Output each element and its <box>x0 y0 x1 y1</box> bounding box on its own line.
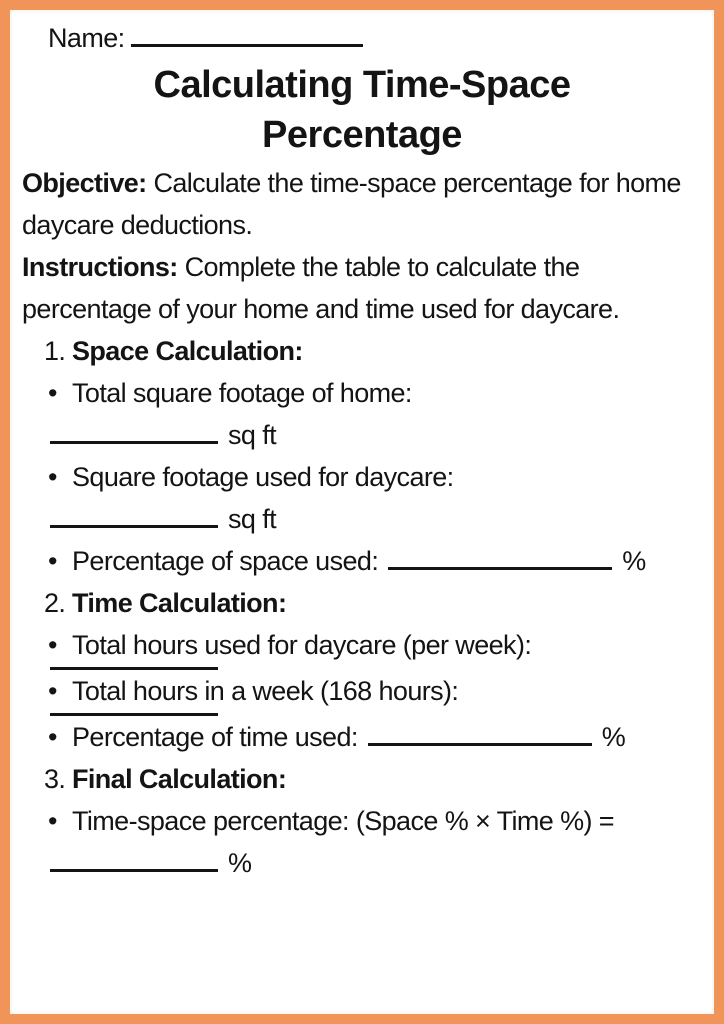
time-space-percentage-blank[interactable] <box>50 868 218 872</box>
section-number: 2. <box>44 588 66 618</box>
bullet-icon: • <box>48 546 57 576</box>
list-item <box>22 372 702 414</box>
bullet-icon: • <box>48 630 57 660</box>
list-item-label: Total hours in a week (168 hours): <box>72 676 459 706</box>
instructions-text: Complete the table to calculate the percentage of your home and time used for daycare. <box>22 252 620 324</box>
section-heading-final-calculation <box>22 758 702 800</box>
instructions-label: Instructions: <box>22 252 178 282</box>
section-heading-space-calculation <box>22 330 702 372</box>
list-item <box>22 624 702 666</box>
list-item-label: Time-space percentage: (Space % × Time %) = <box>72 806 614 836</box>
fill-in-row <box>22 414 702 456</box>
bullet-icon: • <box>48 462 57 492</box>
name-label: Name: <box>48 23 125 53</box>
section-title: Final Calculation: <box>72 764 287 794</box>
list-item <box>22 800 702 842</box>
name-row <box>22 16 702 60</box>
bullet-icon: • <box>48 806 57 836</box>
list-item-label: Square footage used for daycare: <box>72 462 454 492</box>
name-input-blank[interactable] <box>131 43 363 47</box>
unit-label: % <box>228 848 252 878</box>
section-number: 1. <box>44 336 66 366</box>
objective-label: Objective: <box>22 168 147 198</box>
instructions-paragraph <box>22 246 702 330</box>
unit-label: % <box>601 722 626 752</box>
unit-label: sq ft <box>228 504 277 534</box>
total-sqft-home-blank[interactable] <box>50 440 218 444</box>
worksheet-content <box>22 16 702 884</box>
section-number: 3. <box>44 764 66 794</box>
list-item <box>22 716 702 758</box>
bullet-icon: • <box>48 676 57 706</box>
fill-in-row <box>22 842 702 884</box>
section-title: Space Calculation: <box>72 336 303 366</box>
list-item <box>22 540 702 582</box>
list-item <box>22 670 702 712</box>
time-percentage-blank[interactable] <box>368 742 592 746</box>
list-item-label: Total hours used for daycare (per week): <box>72 630 532 660</box>
unit-label: % <box>622 546 646 576</box>
page-title: Calculating Time-Space Percentage <box>153 64 571 156</box>
bullet-icon: • <box>48 722 57 752</box>
bullet-icon: • <box>48 378 57 408</box>
unit-label: sq ft <box>228 420 277 450</box>
list-item-label: Total square footage of home: <box>72 378 412 408</box>
daycare-sqft-blank[interactable] <box>50 524 218 528</box>
list-item-label: Percentage of space used: <box>72 546 379 576</box>
fill-in-row <box>22 498 702 540</box>
objective-text: Calculate the time-space percentage for home daycare deductions. <box>22 168 681 240</box>
objective-paragraph <box>22 162 702 246</box>
list-item <box>22 456 702 498</box>
section-title: Time Calculation: <box>72 588 287 618</box>
space-percentage-blank[interactable] <box>388 566 612 570</box>
list-item-label: Percentage of time used: <box>72 722 358 752</box>
section-heading-time-calculation <box>22 582 702 624</box>
